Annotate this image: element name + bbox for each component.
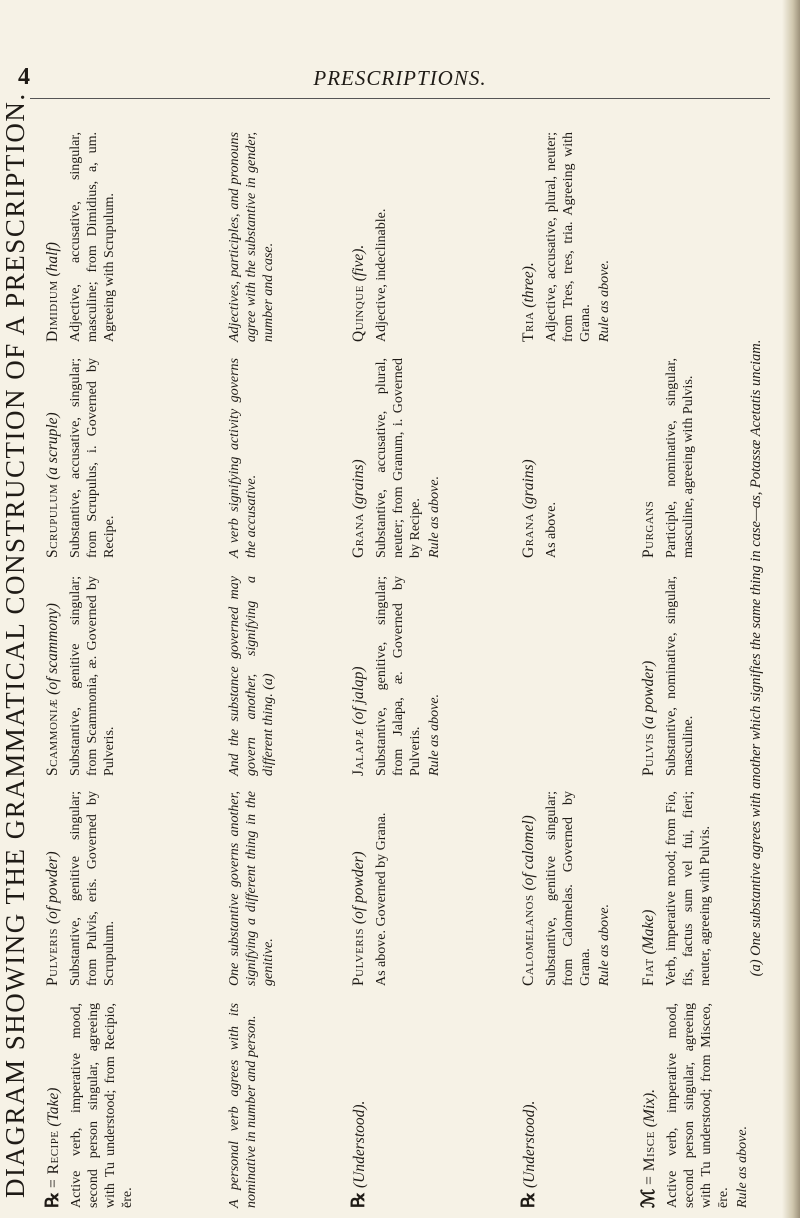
grammar-note: Substantive, genitive singular; from Scammonia, æ. Governed by Pulveris. <box>68 576 117 776</box>
latin-word: Grana <box>350 513 367 558</box>
grammar-note: Active verb, imperative mood, second person singular, agreeing with Tu understood; from Misceo, ēre. <box>665 1003 731 1208</box>
diagram-cell <box>350 576 443 776</box>
cell-heading <box>350 791 367 986</box>
diagram-title: DIAGRAM SHOWING THE GRAMMATICAL CONSTRUCTION OF A PRESCRIPTION. <box>0 92 30 1198</box>
latin-word: Scrupulum <box>44 483 61 558</box>
diagram-cell <box>44 132 118 342</box>
grammar-note: Substantive, accusative, singular; from Scrupulus, i. Governed by Recipe. <box>68 358 117 558</box>
translation: (five). <box>350 244 367 282</box>
latin-word: = Misce <box>641 1131 658 1185</box>
prescription-symbol: ℳ <box>638 1188 658 1208</box>
diagram-cell <box>640 791 714 986</box>
translation: (grains) <box>350 459 367 510</box>
cell-heading <box>640 576 657 776</box>
grammar-note: Verb, imperative mood; from Fio, fis, factus sum vel fui, fieri; neuter, agreeing with Pulvis. <box>664 791 713 986</box>
grammar-note: Adjective, accusative, plural, neuter; from Tres, tres, tria. Agreeing with Grana. <box>544 132 593 342</box>
grammar-note: Adjective, accusative, singular, masculine; from Dimidius, a, um. Agreeing with Scrupulum. <box>68 132 117 342</box>
latin-word: Pulveris <box>350 927 367 986</box>
latin-word: Scammoniæ <box>44 698 61 776</box>
latin-word: Fiat <box>640 958 657 986</box>
latin-word: Tria <box>520 311 537 342</box>
grammar-note: Active verb, imperative mood, second person singular, agreeing with Tu understood; from Recipio, ĕre. <box>69 1003 135 1208</box>
cell-heading <box>44 791 61 986</box>
diagram-cell <box>520 791 613 986</box>
cell-heading <box>520 1003 538 1208</box>
diagram-cell <box>226 1003 260 1208</box>
rule-reference: Rule as above. <box>597 903 612 986</box>
footnote: (a) One substantive agrees with another which signifies the same thing in case—as, Potassæ Acetatis unciam. <box>748 339 764 977</box>
diagram-cell <box>640 576 697 776</box>
translation: (half) <box>44 242 61 277</box>
cell-heading <box>44 358 61 558</box>
latin-word: Pulvis <box>640 733 657 776</box>
rule-reference: Rule as above. <box>427 693 442 776</box>
grammar-rule: And the substance governed may govern another, signifying a different thing. (a) <box>227 576 276 776</box>
translation: (a powder) <box>640 660 657 730</box>
grammar-note: As above. Governed by Grana. <box>374 812 389 986</box>
translation: (a scruple) <box>44 412 61 480</box>
diagram-cell <box>520 358 560 558</box>
translation: (three). <box>520 262 537 308</box>
latin-word: Quinque <box>350 285 367 342</box>
diagram-cell <box>226 576 277 776</box>
translation: (of calomel) <box>520 815 537 891</box>
translation: (Mix). <box>641 1088 658 1128</box>
running-title: PRESCRIPTIONS. <box>313 66 487 90</box>
diagram-cell <box>226 358 260 558</box>
diagram-cell <box>226 132 277 342</box>
cell-heading <box>44 132 61 342</box>
grammar-note: Participle, nominative, singular, masculine, agreeing with Pulvis. <box>664 358 696 558</box>
cell-heading <box>520 358 537 558</box>
diagram-cell <box>44 791 118 986</box>
cell-heading <box>350 132 367 342</box>
grammar-note: Substantive, nominative, singular, masculine. <box>664 576 696 776</box>
diagram-cell <box>226 791 277 986</box>
latin-word: Grana <box>520 513 537 558</box>
latin-word: Jalapæ <box>350 728 367 776</box>
translation: (Make) <box>640 909 657 955</box>
diagram-cell <box>350 791 390 986</box>
diagram-cell <box>44 1003 136 1208</box>
cell-heading <box>520 132 537 342</box>
grammar-note: Substantive, genitive singular; from Pulvis, eris. Governed by Scrupulum. <box>68 791 117 986</box>
grammar-rule: Adjectives, participles, and pronouns agree with the substantive in gender, number and case. <box>227 132 276 342</box>
diagram-cell <box>44 576 118 776</box>
grammar-note: Substantive, genitive singular; from Calomelas. Governed by Grana. <box>544 791 593 986</box>
translation: (of powder) <box>44 851 61 925</box>
header-rule <box>30 98 770 99</box>
diagram-cell <box>640 1003 751 1208</box>
grammar-rule: A personal verb agrees with its nominative in number and person. <box>227 1003 259 1208</box>
translation: (of powder) <box>350 851 367 925</box>
prescription-symbol: ℞ <box>348 1191 368 1208</box>
translation: (of jalap) <box>350 666 367 725</box>
grammar-rule: One substantive governs another, signifying a different thing in the genitive. <box>227 791 276 986</box>
latin-word: Purgans <box>640 500 657 558</box>
prescription-symbol: ℞ <box>518 1191 538 1208</box>
translation: (grains) <box>520 459 537 510</box>
cell-heading <box>640 1003 658 1208</box>
rule-reference: Rule as above. <box>427 475 442 558</box>
diagram-cell <box>640 358 697 558</box>
translation: (Take) <box>45 1087 62 1127</box>
rotated-diagram <box>0 92 790 1208</box>
rule-reference: Rule as above. <box>735 1125 750 1208</box>
diagram-cell <box>520 132 613 342</box>
prescription-symbol: ℞ <box>42 1191 62 1208</box>
grammar-note: Substantive, accusative, plural, neuter; from Granum, i. Governed by Recipe. <box>374 358 423 558</box>
cell-heading <box>350 1003 368 1208</box>
cell-heading <box>350 358 367 558</box>
translation: (of scammony) <box>44 603 61 695</box>
cell-heading <box>350 576 367 776</box>
cell-heading <box>44 1003 62 1208</box>
latin-word: Calomelanos <box>520 894 537 986</box>
grammar-note: As above. <box>544 502 559 558</box>
page-number: 4 <box>18 64 30 90</box>
rule-reference: Rule as above. <box>597 259 612 342</box>
grammar-note: Adjective, indeclinable. <box>374 208 389 342</box>
cell-heading <box>520 791 537 986</box>
latin-word: Pulveris <box>44 927 61 986</box>
diagram-cell <box>350 1003 374 1208</box>
cell-heading <box>640 791 657 986</box>
translation: (Understood). <box>351 1100 368 1188</box>
latin-word: = Recipe <box>45 1130 62 1188</box>
latin-word: Dimidium <box>44 280 61 342</box>
diagram-cell <box>350 132 390 342</box>
grammar-rule: A verb signifying activity governs the accusative. <box>227 358 259 558</box>
grammar-note: Substantive, genitive, singular; from Jalapa, æ. Governed by Pulveris. <box>374 576 423 776</box>
cell-heading <box>44 576 61 776</box>
diagram-cell <box>520 1003 544 1208</box>
diagram-cell <box>44 358 118 558</box>
diagram-cell <box>350 358 443 558</box>
translation: (Understood). <box>521 1100 538 1188</box>
cell-heading <box>640 358 657 558</box>
